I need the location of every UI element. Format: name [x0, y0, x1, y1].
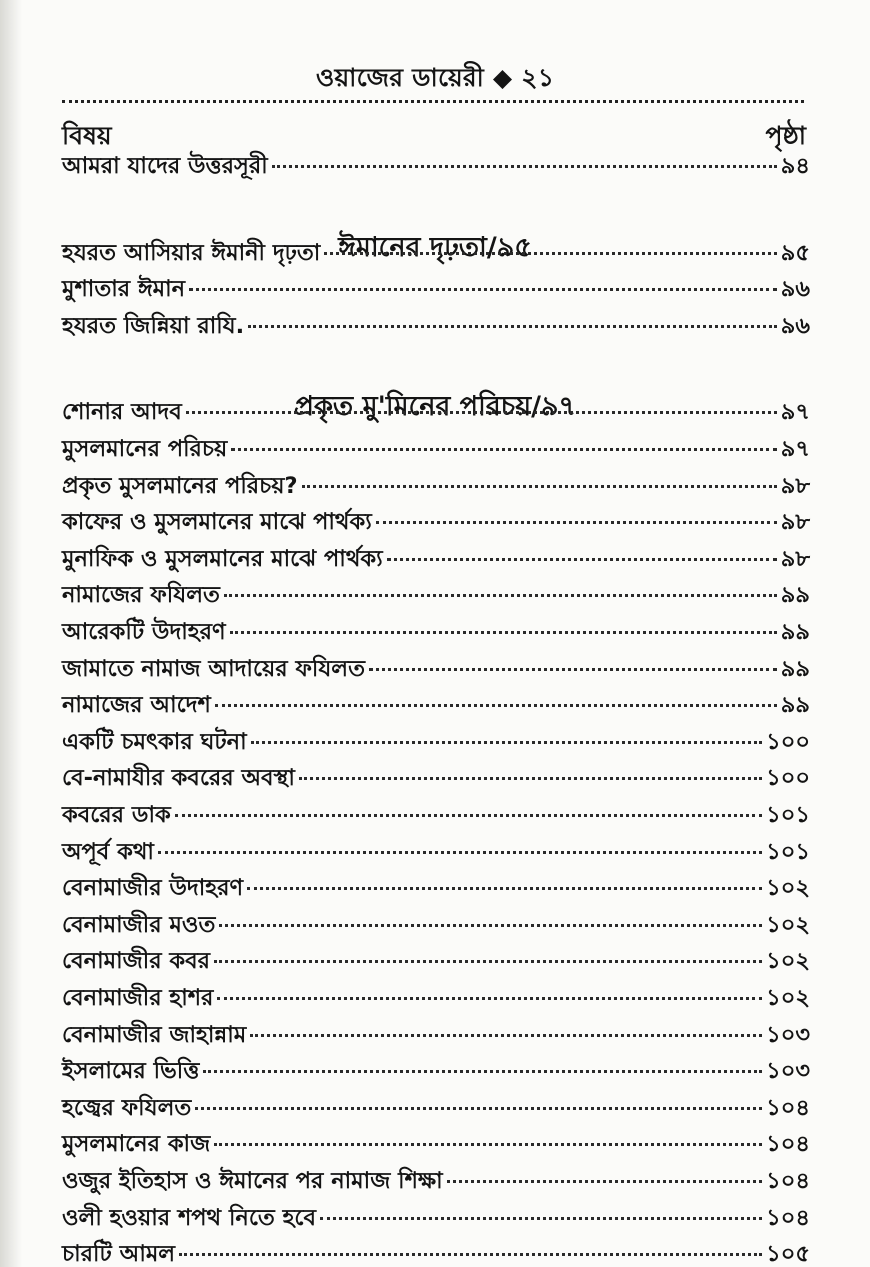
header-dotted-rule	[62, 100, 804, 103]
entry-page-number: ১০৪	[766, 1204, 810, 1231]
toc-entry	[62, 431, 810, 465]
dot-leader	[250, 1034, 762, 1037]
dot-leader	[203, 1070, 762, 1073]
entry-page-number: ৯৯	[780, 582, 810, 609]
dot-leader	[302, 485, 777, 488]
entry-page-number: ৯৪	[780, 153, 810, 179]
entry-title: মুসলমানের কাজ	[62, 1131, 211, 1158]
dot-leader	[175, 814, 762, 817]
dot-leader	[247, 887, 762, 890]
entry-title: ওজুর ইতিহাস ও ঈমানের পর নামাজ শিক্ষা	[62, 1168, 443, 1194]
toc-entry	[62, 797, 810, 831]
toc-entry	[62, 1200, 810, 1234]
dot-leader	[387, 558, 777, 561]
entry-page-number: ৯৯	[780, 619, 810, 645]
toc-entry	[62, 724, 810, 758]
entry-title: ইসলামের ভিত্তি	[62, 1058, 200, 1085]
entry-title: নামাজের ফযিলত	[62, 582, 220, 609]
entry-page-number: ৯৮	[780, 472, 810, 499]
dot-leader	[299, 777, 762, 780]
entry-page-number: ১০৪	[766, 1168, 810, 1194]
entry-title: আরেকটি উদাহরণ	[62, 619, 226, 645]
entry-title: মুনাফিক ও মুসলমানের মাঝে পার্থক্য	[62, 545, 383, 572]
entry-page-number: ৯৮	[780, 509, 810, 536]
toc-entry	[62, 504, 810, 538]
entry-page-number: ১০২	[766, 911, 810, 938]
entry-page-number: ১০২	[766, 948, 810, 975]
dot-leader	[215, 704, 777, 707]
toc-entry	[62, 235, 810, 269]
toc-entry	[62, 577, 810, 611]
entry-title: বেনামাজীর উদাহরণ	[62, 875, 244, 902]
entry-title: হযরত জিন্নিয়া রাযি.	[62, 312, 245, 339]
dot-leader	[369, 668, 777, 671]
toc-entry	[62, 760, 810, 794]
toc-entry	[62, 1236, 810, 1267]
toc-entry	[62, 148, 810, 182]
dot-leader	[158, 851, 762, 854]
dot-leader	[230, 631, 777, 634]
toc-entry	[62, 651, 810, 685]
page-gutter-shadow	[0, 0, 22, 1267]
toc-entry	[62, 870, 810, 904]
entry-page-number: ১০২	[766, 875, 810, 902]
dot-leader	[195, 1107, 762, 1110]
dot-leader	[248, 325, 777, 328]
toc-entry	[62, 308, 810, 342]
entry-title: জামাতে নামাজ আদায়ের ফযিলত	[62, 655, 365, 682]
entry-page-number: ১০৫	[766, 1241, 810, 1267]
toc-entry	[62, 468, 810, 502]
dot-leader	[179, 1253, 762, 1256]
entry-page-number: ১০১	[766, 838, 810, 865]
entry-page-number: ১০১	[766, 802, 810, 828]
toc-entry	[62, 1017, 810, 1051]
entry-title: বেনামাজীর হাশর	[62, 985, 214, 1011]
entry-page-number: ৯৯	[780, 655, 810, 682]
dot-leader	[320, 1217, 762, 1220]
column-header-page: পৃষ্ঠা	[765, 121, 806, 150]
entry-title: কাফের ও মুসলমানের মাঝে পার্থক্য	[62, 509, 372, 536]
entry-page-number: ৯৮	[780, 545, 810, 572]
entry-title: নামাজের আদেশ	[62, 692, 211, 719]
section-heading: প্রকৃত মু'মিনের পরিচয়/৯৭	[293, 391, 577, 423]
dot-leader	[447, 1180, 762, 1183]
entry-title: প্রকৃত মুসলমানের পরিচয়?	[62, 472, 298, 499]
entry-title: আমরা যাদের উত্তরসূরী	[62, 153, 268, 179]
dot-leader	[219, 924, 762, 927]
column-header-topic: বিষয়	[62, 121, 112, 150]
running-head: ওয়াজের ডায়েরী ◆ ২১	[315, 63, 555, 92]
toc-entry	[62, 614, 810, 648]
entry-title: বেনামাজীর জাহান্নাম	[62, 1021, 247, 1048]
entry-title: শোনার আদব	[62, 399, 182, 426]
entry-page-number: ৯৭	[780, 436, 810, 462]
section-heading: ঈমানের দৃঢ়তা/৯৫	[338, 231, 532, 263]
dot-leader	[324, 252, 776, 255]
entry-page-number: ৯৯	[780, 692, 810, 719]
entry-page-number: ৯৬	[780, 312, 810, 339]
entry-title: মুশাতার ঈমান	[62, 276, 186, 303]
toc-entry	[62, 541, 810, 575]
entry-page-number: ১০০	[766, 765, 810, 792]
dot-leader	[186, 411, 777, 414]
entry-page-number: ১০০	[766, 728, 810, 755]
entry-page-number: ১০৪	[766, 1094, 810, 1121]
entry-title: বেনামাজীর কবর	[62, 948, 211, 975]
entry-title: বে-নামাযীর কবরের অবস্থা	[62, 765, 295, 792]
entry-page-number: ৯৫	[780, 239, 810, 266]
toc-entry	[62, 394, 810, 428]
toc-entry	[62, 687, 810, 721]
toc-entry	[62, 907, 810, 941]
entry-title: মুসলমানের পরিচয়	[62, 436, 228, 462]
toc-entry	[62, 1126, 810, 1160]
entry-page-number: ৯৬	[780, 276, 810, 303]
toc-entry	[62, 1163, 810, 1197]
toc-entry	[62, 271, 810, 305]
dot-leader	[251, 741, 763, 744]
entry-title: অপূর্ব কথা	[62, 838, 154, 865]
toc-entry	[62, 1090, 810, 1124]
dot-leader	[376, 521, 777, 524]
entry-title: একটি চমৎকার ঘটনা	[62, 728, 247, 755]
dot-leader	[231, 448, 776, 451]
dot-leader	[272, 165, 777, 168]
dot-leader	[224, 594, 777, 597]
entry-title: কবরের ডাক	[62, 802, 171, 828]
entry-title: বেনামাজীর মওত	[62, 911, 216, 938]
entry-page-number: ১০৩	[766, 1058, 810, 1085]
dot-leader	[214, 960, 762, 963]
dot-leader	[214, 1143, 762, 1146]
entry-page-number: ১০৩	[766, 1021, 810, 1048]
entry-page-number: ৯৭	[780, 399, 810, 426]
entry-title: হজ্বের ফযিলত	[62, 1094, 192, 1121]
toc-entry	[62, 1053, 810, 1087]
entry-title: হযরত আসিয়ার ঈমানী দৃঢ়তা	[62, 239, 321, 266]
dot-leader	[189, 288, 777, 291]
entry-title: চারটি আমল	[62, 1241, 176, 1267]
entry-page-number: ১০৪	[766, 1131, 810, 1158]
entry-title: ওলী হওয়ার শপথ নিতে হবে	[62, 1204, 316, 1231]
toc-entry	[62, 834, 810, 868]
toc-entry	[62, 980, 810, 1014]
entry-page-number: ১০২	[766, 985, 810, 1011]
toc-entry	[62, 943, 810, 977]
dot-leader	[217, 997, 762, 1000]
